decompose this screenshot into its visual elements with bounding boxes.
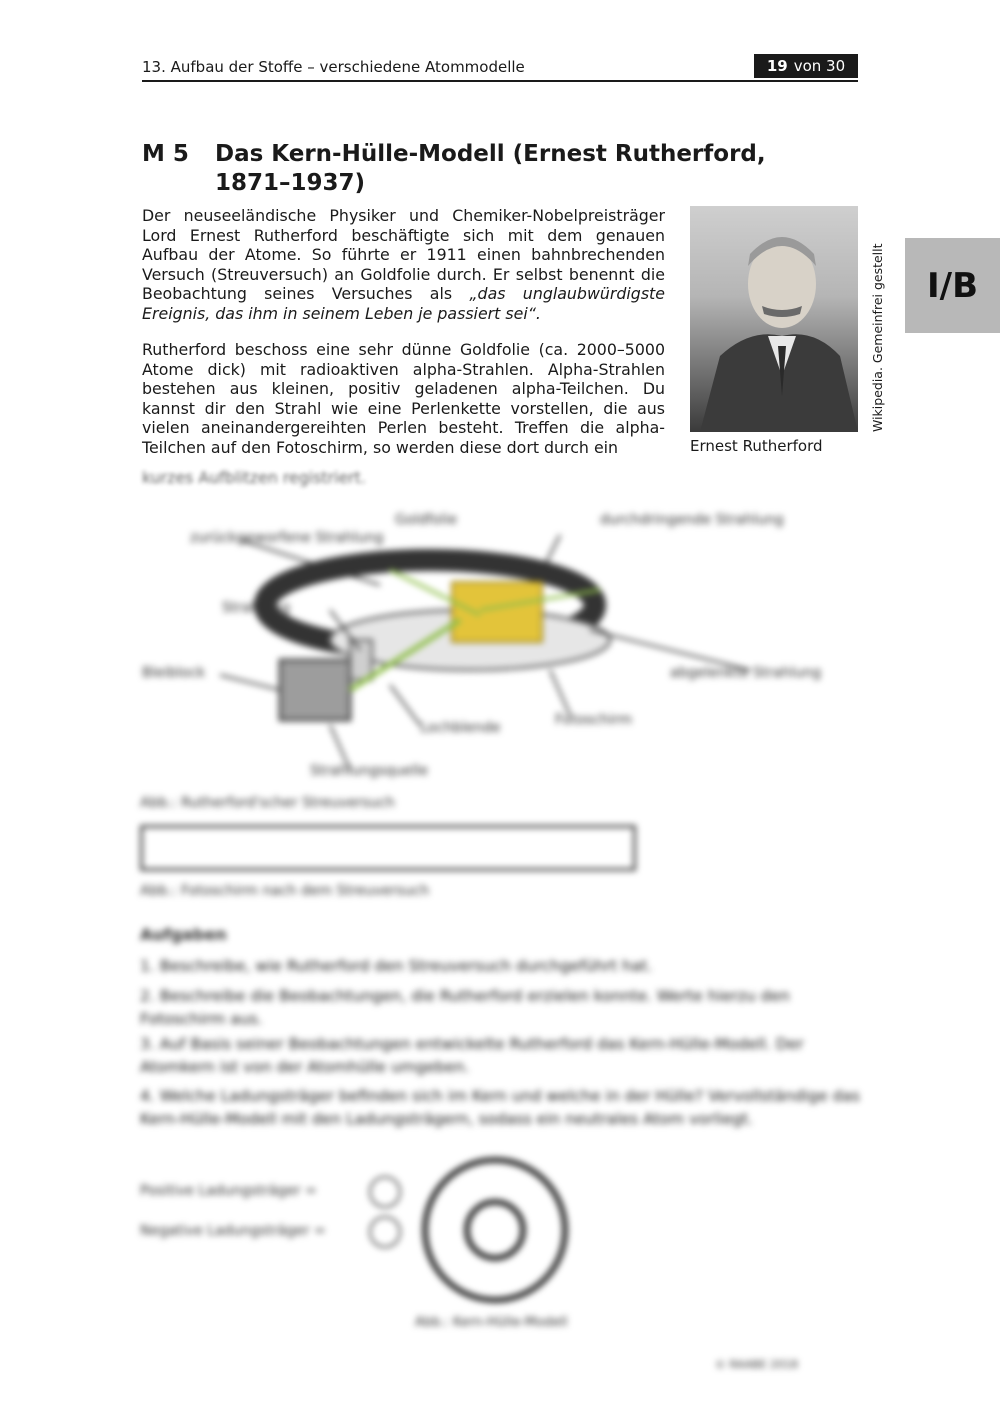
label-lochblende: Lochblende [420, 720, 501, 736]
tasks-heading: Aufgaben [140, 925, 227, 944]
label-quelle: Strahlungsquelle [310, 763, 429, 779]
task-3: 3. Auf Basis seiner Beobachtungen entwickelte Rutherford das Kern-Hülle-Modell. Der Atomkern ist von der Atomhülle umgeben. [140, 1035, 804, 1076]
label-strahlung: Strahlung [222, 600, 291, 616]
legend-positive: Positive Ladungsträger = [140, 1183, 317, 1199]
task-2: 2. Beschreibe die Beobachtungen, die Rutherford erzielen konnte. Werte hierzu den Fotoschirm aus. [140, 987, 790, 1028]
page-total: von 30 [793, 57, 846, 75]
task-1: 1. Beschreibe, wie Rutherford den Streuversuch durchgeführt hat. [140, 957, 653, 975]
task-4: 4. Welche Ladungsträger befinden sich im Kern und welche in der Hülle? Vervollständige das Kern-Hülle-Modell mit den Ladungsträgern, sodass ein neutrales Atom vorliegt. [140, 1087, 860, 1128]
blurred-preview-region [130, 490, 870, 1390]
label-zurueck: zurückgeworfene Strahlung [190, 530, 384, 546]
section-number: M 5 [142, 141, 189, 167]
rutherford-portrait [690, 206, 858, 432]
footer-copyright: © RAABE 2018 [715, 1358, 799, 1371]
caption-abb2: Abb.: Fotoschirm nach dem Streuversuch [140, 883, 430, 899]
caption-abb3: Abb.: Kern-Hülle-Modell [415, 1315, 568, 1330]
legend-negative: Negative Ladungsträger = [140, 1223, 326, 1239]
header-title: 13. Aufbau der Stoffe – verschiedene Atommodelle [142, 58, 525, 76]
label-goldfolie: Goldfolie [395, 512, 458, 528]
portrait-image [690, 206, 858, 432]
caption-abb1: Abb.: Rutherford'scher Streuversuch [140, 795, 395, 811]
page-header [142, 54, 858, 82]
portrait-caption: Ernest Rutherford [690, 437, 823, 455]
page-current: 19 [766, 57, 788, 75]
section-title-line1: Das Kern-Hülle-Modell (Ernest Rutherford, [215, 141, 766, 167]
photo-credit: Wikipedia. Gemeinfrei gestellt [870, 243, 885, 432]
level-tab: I/B [905, 238, 1000, 333]
label-fotoschirm: Fotoschirm [555, 712, 633, 728]
intro-quote: „das unglaubwürdigste Ereignis, das ihm in seinem Leben je passiert sei“. [142, 284, 665, 323]
label-bleiblock: Bleiblock [142, 665, 206, 681]
experiment-paragraph: Rutherford beschoss eine sehr dünne Goldfolie (ca. 2000–5000 Atome dick) mit radioaktiven alpha-Strahlen. Alpha-Strahlen bestehen aus kleinen, positiv geladenen alpha-Teilchen. Du kannst dir den Strahl wie eine Perlenkette vorstellen, die aus vielen aneinandergereihten Perlen besteht. Treffen die alpha-Teilchen auf den Fotoschirm, so werden diese dort durch ein [142, 340, 665, 457]
experiment-paragraph-end: kurzes Aufblitzen registriert. [142, 468, 366, 487]
page-number-box [754, 54, 858, 78]
atom-model [405, 1155, 585, 1305]
label-abgelenkt: abgelenkte Strahlung [670, 665, 822, 681]
intro-text: Der neuseeländische Physiker und Chemiker-Nobelpreisträger Lord Ernest Rutherford beschäftigte sich mit dem genauen Aufbau der Atome. So führte er 1911 einen bahnbrechenden Versuch (Streuversuch) an Goldfolie durch. Er selbst benennt die Beobachtung seines Versuches als [142, 206, 665, 304]
section-title-line2: 1871–1937) [215, 170, 366, 196]
section-title [215, 140, 775, 198]
fotoschirm-strip [140, 825, 636, 871]
label-durch: durchdringende Strahlung [600, 512, 784, 528]
intro-paragraph [142, 206, 665, 324]
